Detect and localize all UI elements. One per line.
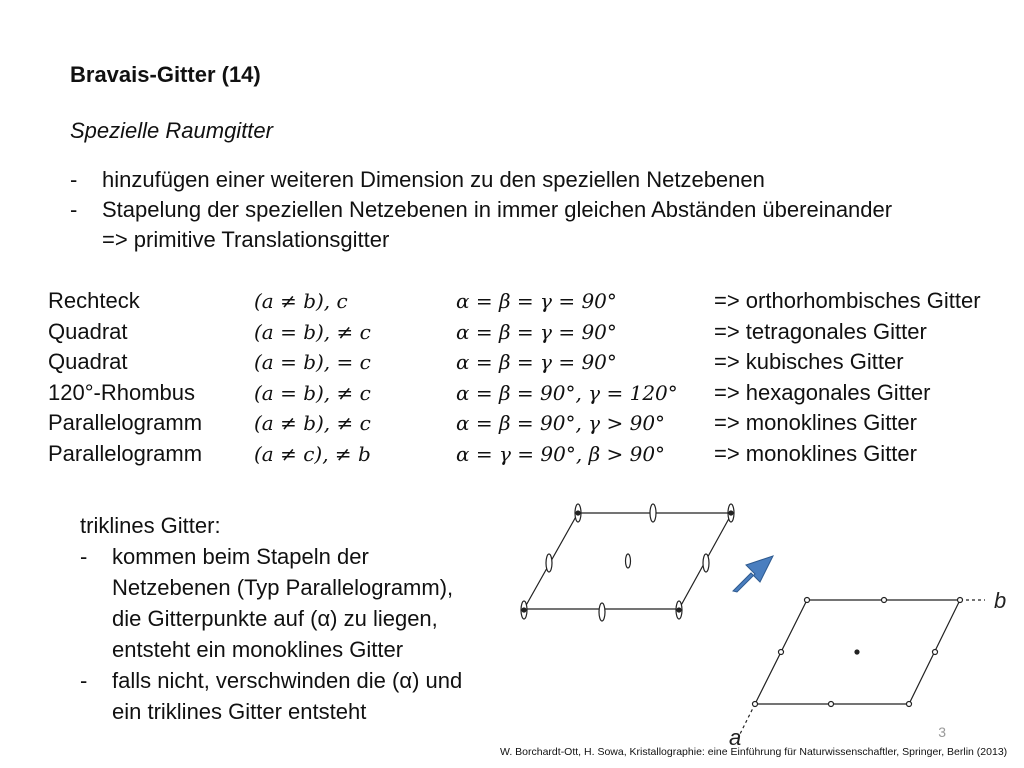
edges-cell: (a = b), = c [254, 350, 371, 374]
text-line: die Gitterpunkte auf (α) zu liegen, [112, 606, 438, 631]
lattice-point [522, 608, 526, 612]
result-cell: => orthorhombisches Gitter [714, 288, 981, 313]
slide-subtitle: Spezielle Raumgitter [70, 118, 273, 143]
lattice-point [599, 603, 605, 621]
bullet-text: hinzufügen einer weiteren Dimension zu den speziellen Netzebenen [102, 167, 765, 192]
result-cell: => monoklines Gitter [714, 410, 917, 435]
edges-cell: (a ≠ b), ≠ c [254, 411, 371, 435]
page-number: 3 [938, 724, 946, 740]
text-line: kommen beim Stapeln der [112, 544, 369, 569]
shape-cell: Parallelogramm [48, 440, 203, 466]
result-cell: => tetragonales Gitter [714, 318, 927, 344]
angles-cell: α = β = 90°, γ = 120° [456, 380, 678, 405]
arrow-shape [733, 556, 773, 592]
edges-cell: (a ≠ c), ≠ b [254, 441, 371, 466]
result-cell: => monoklines Gitter [714, 440, 917, 466]
edges-cell: (a = b), ≠ c [254, 380, 371, 405]
lattice-point [933, 650, 938, 655]
upper-lattice-layer [521, 504, 734, 621]
lattice-point [703, 554, 709, 572]
result-cell: => kubisches Gitter [714, 349, 904, 374]
result-cell: => hexagonales Gitter [714, 379, 931, 405]
lattice-point [546, 554, 552, 572]
shape-cell: Quadrat [48, 318, 128, 344]
edges-cell: (a = b), ≠ c [254, 319, 371, 344]
angles-cell: α = β = 90°, γ > 90° [456, 411, 666, 435]
shape-cell: Quadrat [48, 349, 128, 374]
text-line: falls nicht, verschwinden die (α) und [112, 668, 463, 693]
text-line: entsteht ein monoklines Gitter [112, 637, 404, 662]
shape-cell: Parallelogramm [48, 410, 203, 435]
citation: W. Borchardt-Ott, H. Sowa, Kristallographie: eine Einführung für Naturwissenschaftler, Springer, Berlin (2013) [500, 746, 1008, 758]
lattice-point [753, 702, 758, 707]
angles-cell: α = β = γ = 90° [456, 350, 617, 374]
lattice-point [958, 598, 963, 603]
lattice-point [576, 511, 580, 515]
angles-cell: α = γ = 90°, β > 90° [456, 441, 666, 466]
lattice-point [677, 608, 681, 612]
text-line: Netzebenen (Typ Parallelogramm), [112, 575, 454, 600]
axis-label-b: b [994, 588, 1007, 613]
bullet-text: Stapelung der speziellen Netzebenen in immer gleichen Abständen übereinander [102, 197, 893, 222]
edges-cell: (a ≠ b), c [254, 289, 348, 313]
lattice-point [650, 504, 656, 522]
lower-lattice-layer [738, 598, 985, 739]
lattice-point [626, 554, 631, 568]
triclinic-heading: triklines Gitter: [80, 513, 221, 538]
shape-cell: Rechteck [48, 288, 140, 313]
bullet-dash: - [80, 544, 88, 569]
lattice-point [829, 702, 834, 707]
bullet-dash: - [80, 668, 88, 693]
text-line: ein triklines Gitter entsteht [112, 699, 367, 724]
lattice-point [855, 650, 859, 654]
axis-label-a: a [729, 725, 742, 750]
angles-cell: α = β = γ = 90° [456, 289, 617, 313]
lattice-point [779, 650, 784, 655]
slide-title: Bravais-Gitter (14) [70, 62, 261, 87]
lattice-point [805, 598, 810, 603]
angles-cell: α = β = γ = 90° [456, 319, 617, 344]
shape-cell: 120°-Rhombus [48, 379, 195, 405]
lattice-point [729, 511, 733, 515]
lattice-point [907, 702, 912, 707]
bullet-continuation: => primitive Translationsgitter [102, 227, 390, 252]
bullet-dash: - [70, 197, 78, 222]
bullet-dash: - [70, 167, 78, 192]
lattice-point [882, 598, 887, 603]
